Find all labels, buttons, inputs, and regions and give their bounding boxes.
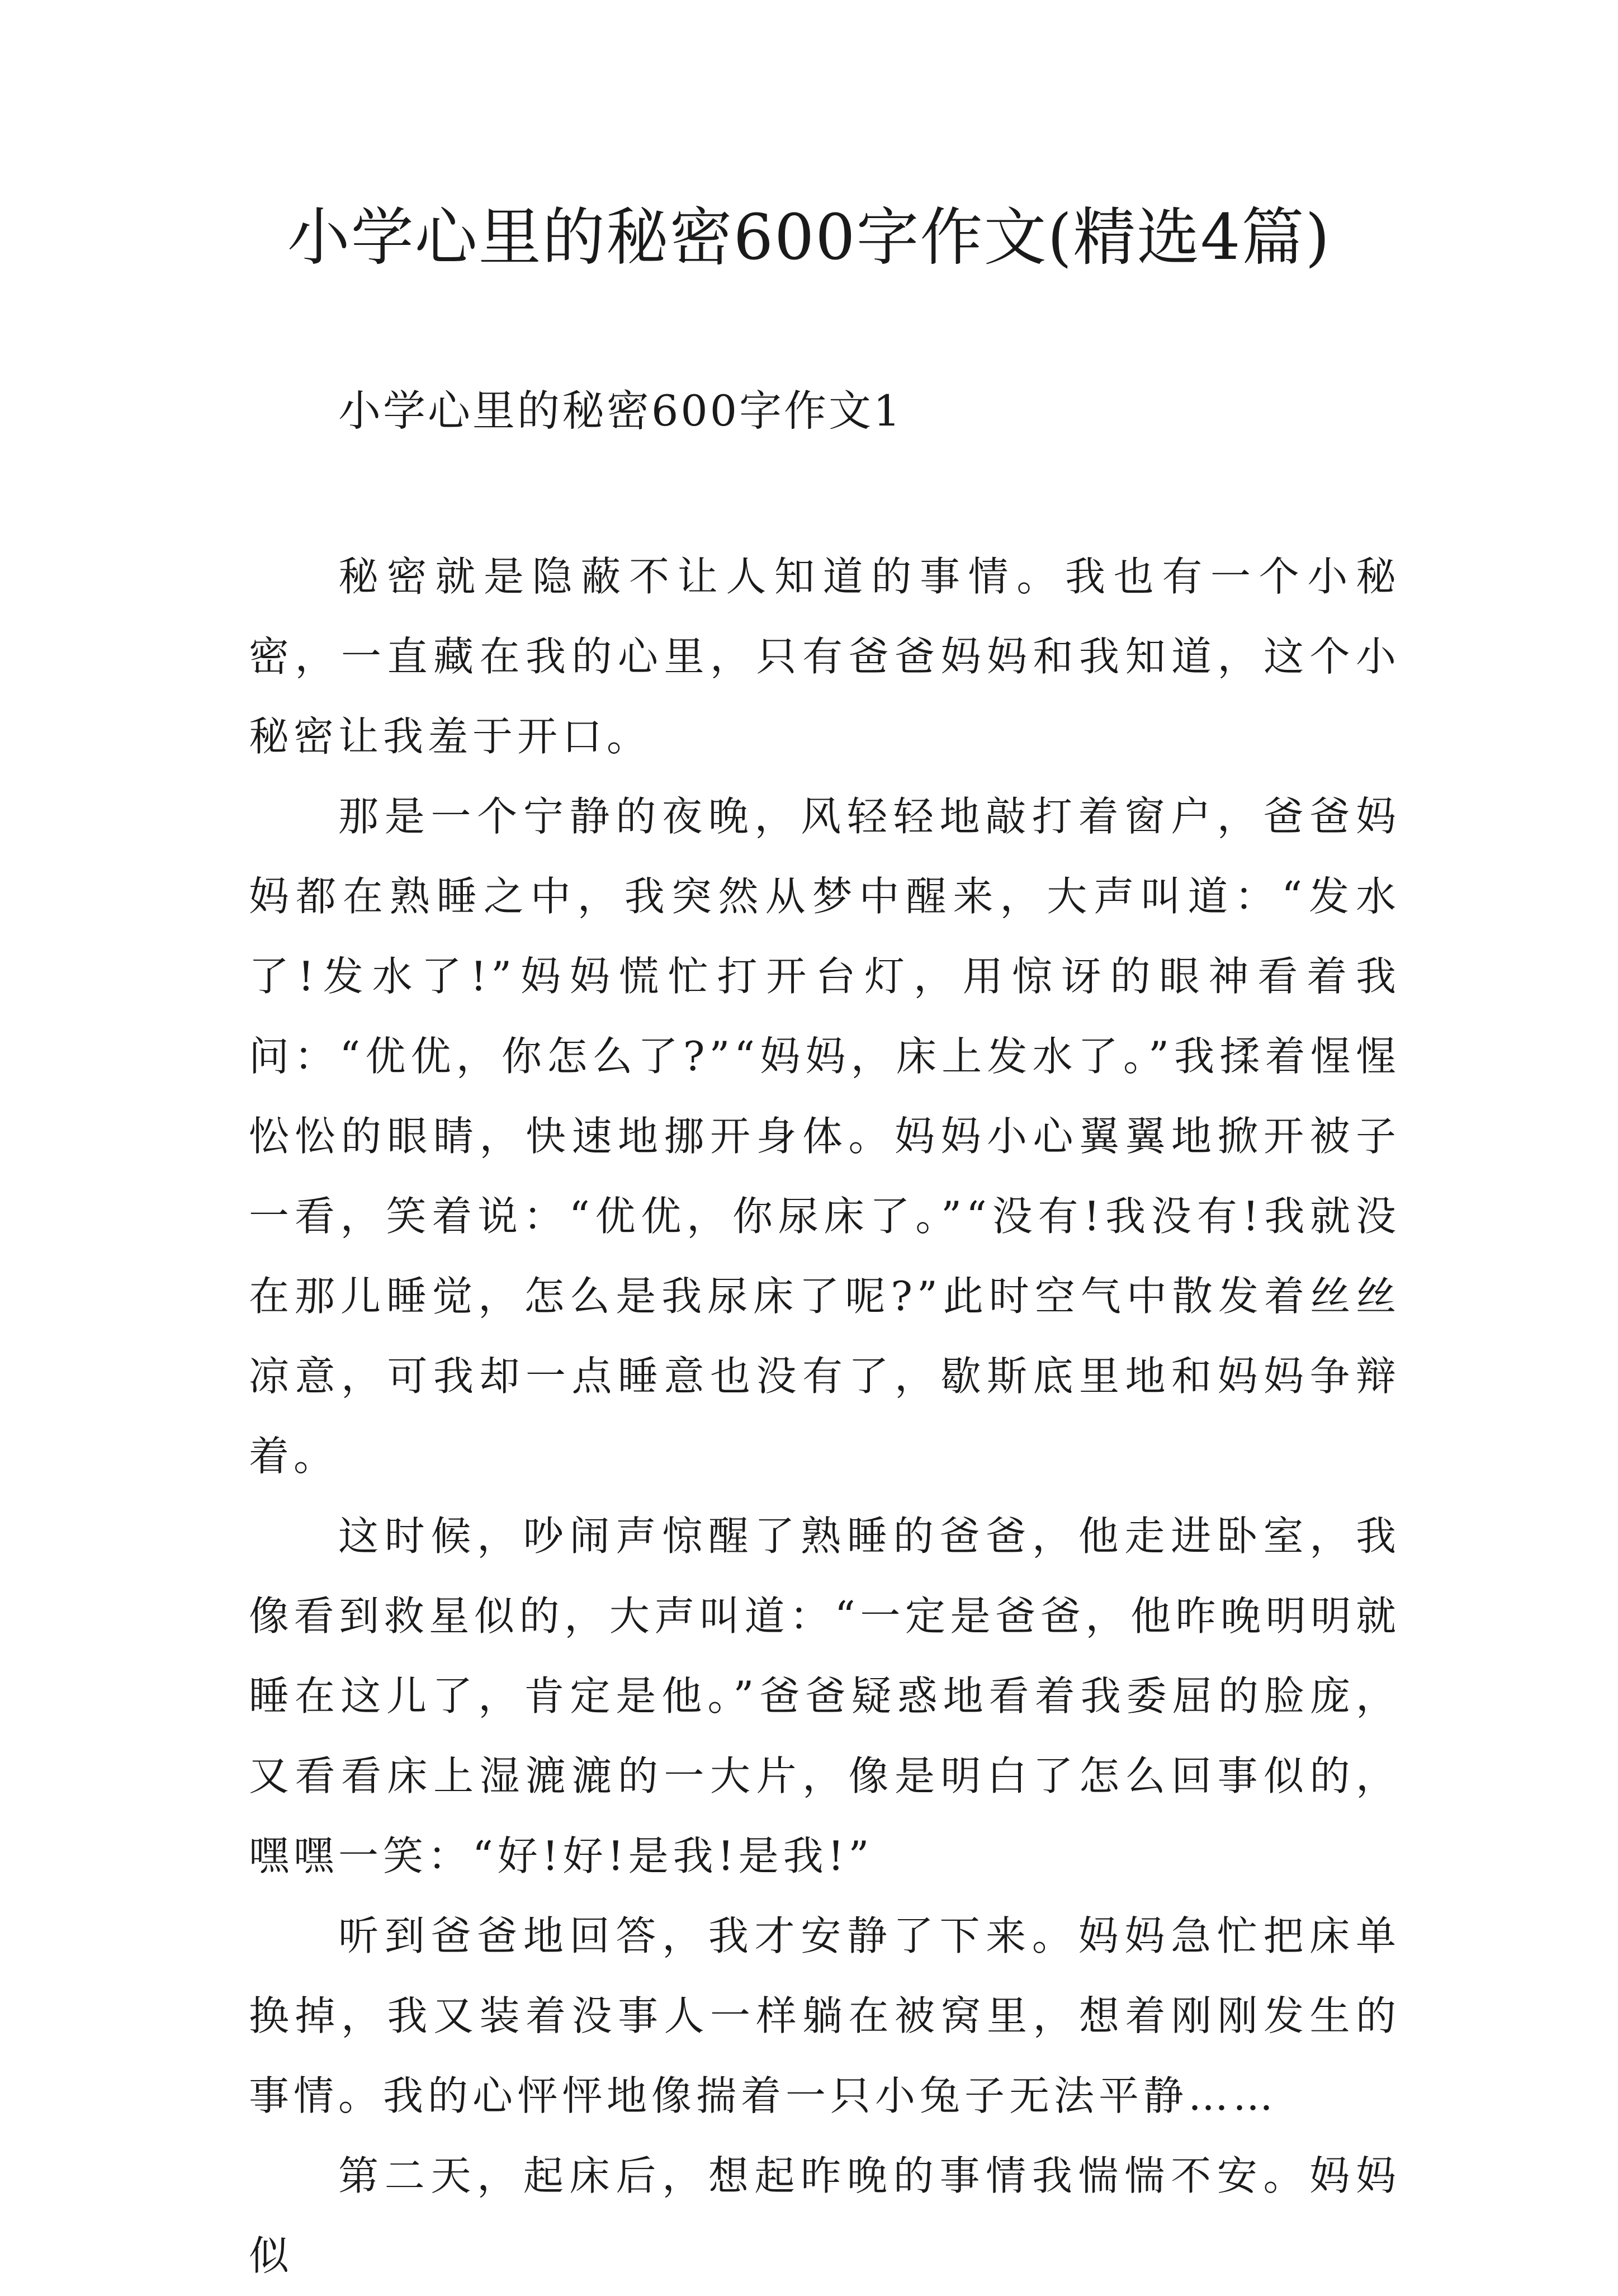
paragraph-5: 第二天，起床后，想起昨晚的事情我惴惴不安。妈妈似	[249, 2152, 1401, 2279]
section-heading: 小学心里的秘密600字作文1	[338, 386, 903, 436]
paragraph-4: 听到爸爸地回答，我才安静了下来。妈妈急忙把床单换掉，我又装着没事人一样躺在被窝里，想着刚刚发生的事情。我的心怦怦地像揣着一只小兔子无法平静……	[249, 1912, 1401, 2119]
essay-body	[249, 537, 1401, 2296]
document-title: 小学心里的秘密600字作文(精选4篇)	[287, 201, 1331, 274]
paragraph-2: 那是一个宁静的夜晚，风轻轻地敲打着窗户，爸爸妈妈都在熟睡之中，我突然从梦中醒来，大声叫道：“发水了!发水了!”妈妈慌忙打开台灯，用惊讶的眼神看着我问：“优优，你怎么了?”“妈妈，床上发水了。”我揉着惺惺忪忪的眼睛，快速地挪开身体。妈妈小心翼翼地掀开被子一看，笑着说：“优优，你尿床了。”“没有!我没有!我就没在那儿睡觉，怎么是我尿床了呢?”此时空气中散发着丝丝凉意，可我却一点睡意也没有了，歇斯底里地和妈妈争辩着。	[249, 793, 1401, 1480]
paragraph-1: 秘密就是隐蔽不让人知道的事情。我也有一个小秘密，一直藏在我的心里，只有爸爸妈妈和我知道，这个小秘密让我羞于开口。	[249, 553, 1401, 760]
paragraph-3: 这时候，吵闹声惊醒了熟睡的爸爸，他走进卧室，我像看到救星似的，大声叫道：“一定是爸爸，他昨晚明明就睡在这儿了，肯定是他。”爸爸疑惑地看着我委屈的脸庞，又看看床上湿漉漉的一大片，像是明白了怎么回事似的，嘿嘿一笑：“好!好!是我!是我!”	[249, 1513, 1401, 1879]
